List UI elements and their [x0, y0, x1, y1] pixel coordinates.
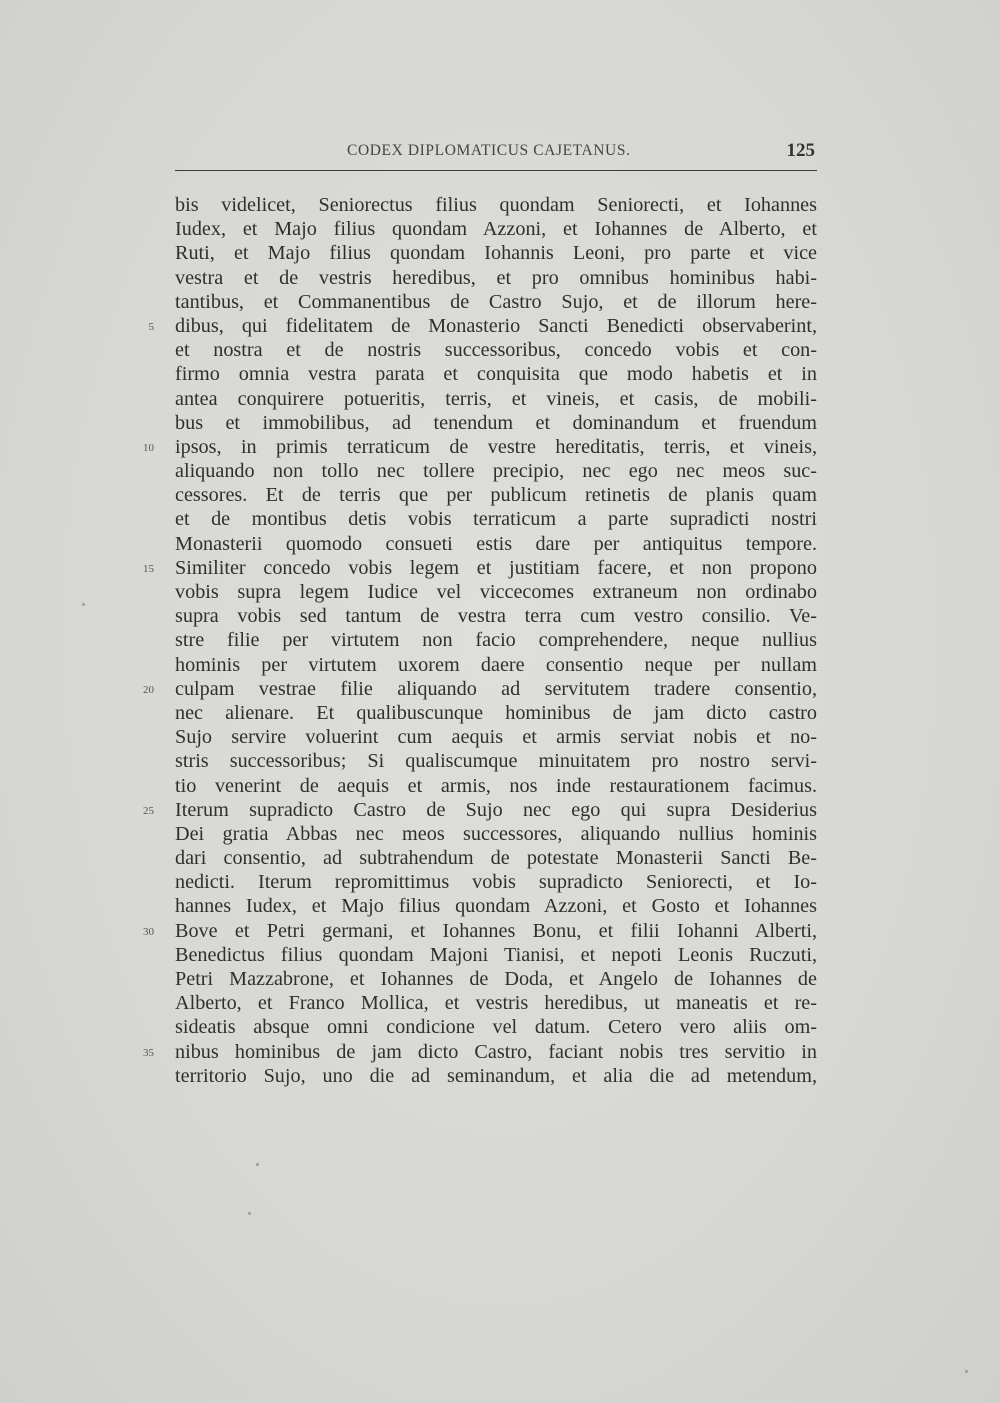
text-line: territorio Sujo, uno die ad seminandum, et alia die ad metendum,	[175, 1064, 817, 1087]
margin-line-number: 35	[143, 1047, 154, 1059]
text-line: nibus hominibus de jam dicto Castro, faciant nobis tres servitio in	[175, 1040, 817, 1063]
margin-line-number: 5	[148, 321, 154, 333]
text-line: et de montibus detis vobis terraticum a parte supradicti nostri	[175, 508, 817, 531]
text-line: hannes Iudex, et Majo filius quondam Azzoni, et Gosto et Iohannes	[175, 895, 817, 918]
text-line: cessores. Et de terris que per publicum retinetis de planis quam	[175, 484, 817, 507]
text-line: Iterum supradicto Castro de Sujo nec ego qui supra Desiderius	[175, 798, 817, 821]
margin-line-number: 15	[143, 563, 154, 575]
text-line: dari consentio, ad subtrahendum de potestate Monasterii Sancti Be-	[175, 847, 817, 870]
margin-line-number: 25	[143, 805, 154, 817]
text-line: dibus, qui fidelitatem de Monasterio Sancti Benedicti observaberint,	[175, 314, 817, 337]
text-line: Bove et Petri germani, et Iohannes Bonu, et filii Iohanni Alberti,	[175, 919, 817, 942]
text-line: tantibus, et Commanentibus de Castro Sujo, et de illorum here-	[175, 290, 817, 313]
text-line: Petri Mazzabrone, et Iohannes de Doda, et Angelo de Iohannes de	[175, 968, 817, 990]
text-line: culpam vestrae filie aliquando ad servitutem tradere consentio,	[175, 677, 817, 700]
paper-speck	[965, 1370, 968, 1373]
paper-speck	[248, 1212, 251, 1215]
text-line: Sujo servire voluerint cum aequis et armis serviat nobis et no-	[175, 726, 817, 749]
page-header	[175, 138, 817, 168]
running-title: CODEX DIPLOMATICUS CAJETANUS.	[347, 142, 631, 159]
text-line: nedicti. Iterum repromittimus vobis supradicto Seniorecti, et Io-	[175, 871, 817, 894]
text-line: stris successoribus; Si qualiscumque minuitatem pro nostro servi-	[175, 750, 817, 773]
text-line: aliquando non tollo nec tollere precipio, nec ego nec meos suc-	[175, 460, 817, 483]
text-line: antea conquirere potueritis, terris, et vineis, et casis, de mobili-	[175, 387, 817, 410]
text-line: Alberto, et Franco Mollica, et vestris heredibus, ut maneatis et re-	[175, 992, 817, 1015]
text-line: Ruti, et Majo filius quondam Iohannis Leoni, pro parte et vice	[175, 242, 817, 265]
text-line: nec alienare. Et qualibuscunque hominibus de jam dicto castro	[175, 701, 817, 724]
text-line: supra vobis sed tantum de vestra terra cum vestro consilio. Ve-	[175, 605, 817, 628]
text-line: Monasterii quomodo consueti estis dare per antiquitus tempore.	[175, 532, 817, 555]
text-line: bus et immobilibus, ad tenendum et dominandum et fruendum	[175, 411, 817, 434]
text-line: tio venerint de aequis et armis, nos inde restaurationem facimus.	[175, 774, 817, 797]
text-line: Iudex, et Majo filius quondam Azzoni, et Iohannes de Alberto, et	[175, 218, 817, 241]
text-line: stre filie per virtutem non facio comprehendere, neque nullius	[175, 629, 817, 652]
text-line: sideatis absque omni condicione vel datum. Cetero vero aliis om-	[175, 1016, 817, 1039]
margin-line-number: 20	[143, 684, 154, 696]
text-line: firmo omnia vestra parata et conquisita que modo habetis et in	[175, 363, 817, 386]
text-line: hominis per virtutem uxorem daere consentio neque per nullam	[175, 653, 817, 676]
text-line: bis videlicet, Seniorectus filius quondam Seniorecti, et Iohannes	[175, 194, 817, 216]
text-line: Benedictus filius quondam Majoni Tianisi, et nepoti Leonis Ruczuti,	[175, 943, 817, 966]
body-text	[175, 193, 817, 1088]
paper-speck	[256, 1163, 259, 1166]
margin-line-number: 10	[143, 442, 154, 454]
text-line: vobis supra legem Iudice vel viccecomes extraneum non ordinabo	[175, 581, 817, 603]
text-line: Dei gratia Abbas nec meos successores, aliquando nullius hominis	[175, 822, 817, 845]
text-line: et nostra et de nostris successoribus, concedo vobis et con-	[175, 339, 817, 362]
page-number: 125	[786, 140, 815, 161]
header-rule	[175, 170, 817, 171]
text-line: ipsos, in primis terraticum de vestre hereditatis, terris, et vineis,	[175, 435, 817, 458]
text-line: vestra et de vestris heredibus, et pro omnibus hominibus habi-	[175, 266, 817, 289]
paper-speck	[82, 603, 85, 606]
text-line: Similiter concedo vobis legem et justitiam facere, et non propono	[175, 556, 817, 579]
margin-line-number: 30	[143, 926, 154, 938]
